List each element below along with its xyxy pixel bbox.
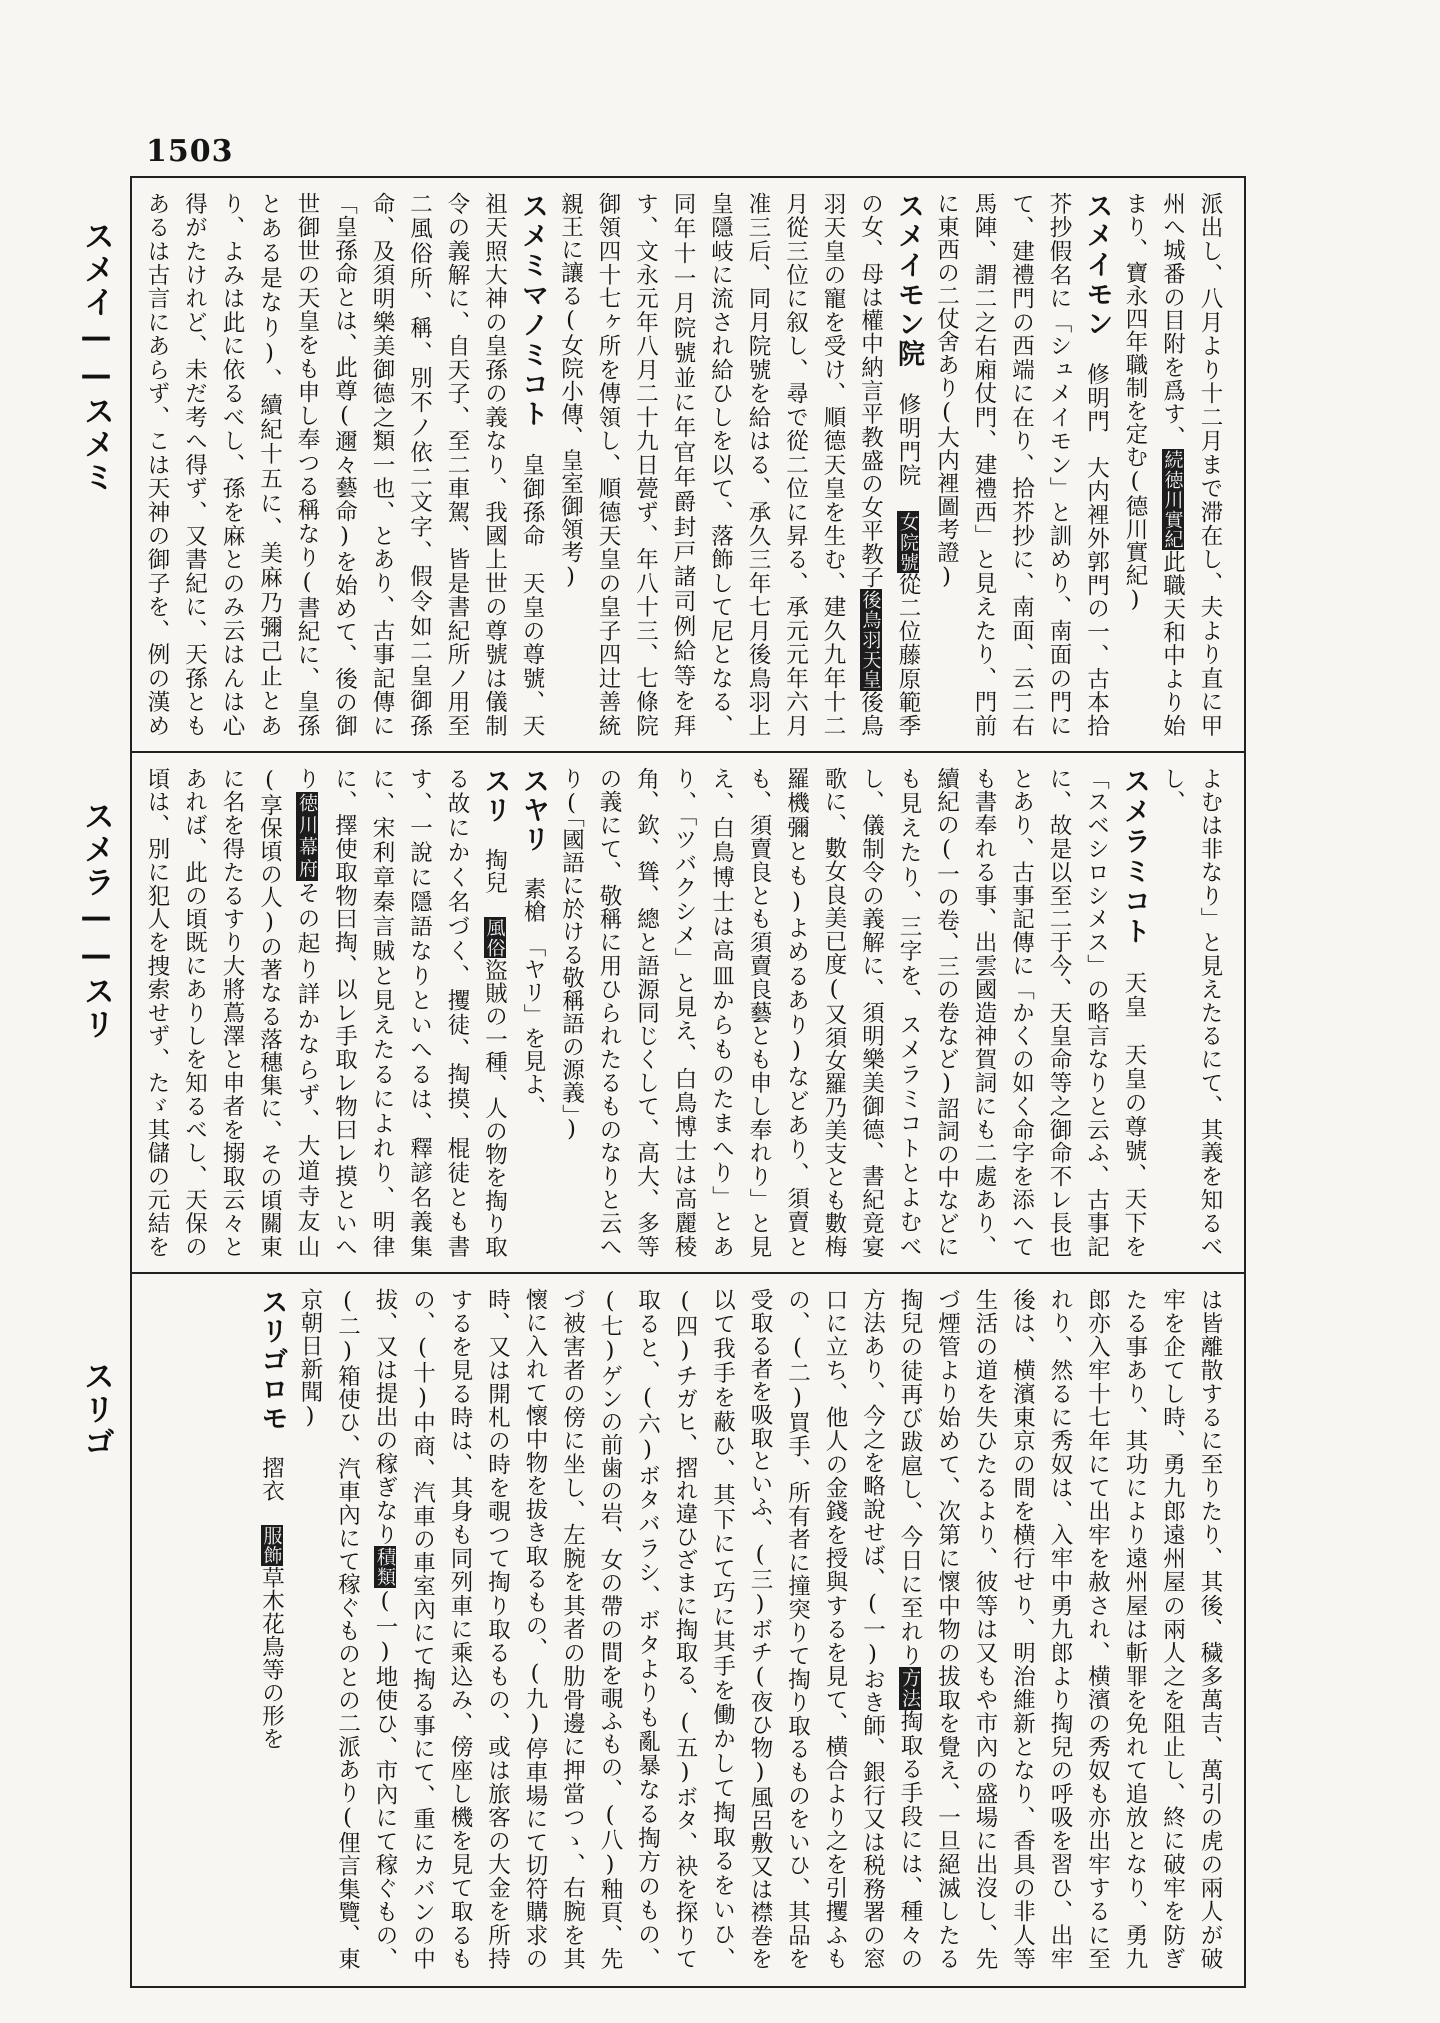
divider-1 [132, 751, 1244, 753]
entry-kanji-sumeramikoto: 天皇 [1121, 971, 1147, 1019]
category-mark-gotoba: 後鳥羽天皇 [859, 590, 882, 690]
entry-body-suri: 盜賊の一種、人の物を掏り取る故にかく名づく、攫徒、掏摸、棍徒とも書す、一說に隱語なりといへるは、釋諺名義集に、宋利章秦言賊と見えたるによれり、明律に、擇使取物曰掏、以レ手取レ物曰レ摸といへり [294, 767, 508, 1259]
entry-body-suri-tail: その起り詳かならず、大道寺友山(享保頃の人)の著なる落穗集に、その頃關東に名を得たるすり大將蔦澤と申者を搦取云々とあれば、此の頃既にありしを知るべし、天保の頃は、別に犯人を捜索せず、たゞ其儲の元結を [144, 767, 320, 1259]
category-mark-nyoin: 女院號 [897, 511, 919, 572]
band-middle-lead: よむは非なり」と見えたるにて、其義を知るべし、 [1159, 767, 1223, 1258]
side-index-3: スリゴ [78, 1360, 114, 1459]
band-bottom-lead-tail2: (一)地使ひ、市內にて稼ぐもの、(二)箱使ひ、汽車內にて稼ぐものとの二派あり(俚言集覽、東京朝日新聞) [297, 1288, 398, 1971]
entry-body-sumemimanomikoto: 天皇の尊號、天祖天照大神の皇孫の義なり、我國上世の尊號は儀制令の義解に、自天子、至二車駕、皆是書紀所ノ用至二風俗所、稱、別不ノ依二文字、假令如二皇御孫命、及須明樂美御德之類一也、とあり、古事記傳に「皇孫命とは、此尊(邇々藝命)を始めて、後の御世御世の天皇をも申し奉つる稱なり(書紀に、皇孫とある是なり)、續紀十五に、美麻乃彌己止とあり、よみは此に依るべし、孫を麻とのみ云はんは心得がたけれど、未だ考へ得ず、又書紀に、天孫ともあるは古言にあらず、こは天神の御子を、例の漢め [144, 192, 545, 738]
category-mark-shurui: 積類 [374, 1547, 396, 1588]
entry-heading-surigoromo: スリゴロモ [256, 1288, 288, 1433]
entry-body-sumeimonin-tail: 後鳥羽天皇の寵を受け、順德天皇を生む、建久九年十二月從三位に叙し、尋で從二位に昇る、承元元年六月准三后、同月院號を給はる、承久三年七月後鳥羽上皇隱岐に流され給ひしを以て、落飾して尼となる、同年十一月院號並に年官年爵封戸諸司例給等を拜す、文永元年八月二十九日甍ず、年八十三、七條院御領四十七ヶ所を傳領し、順德天皇の皇子四辻善統親王に讓る(女院小傳、皇室御領考) [557, 192, 884, 738]
entry-heading-sumeimonin: スメイモン院 [893, 192, 924, 370]
entry-heading-sumeimon: スメイモン [1081, 192, 1113, 340]
entry-heading-suri: スリ [479, 767, 511, 826]
band-bottom-lead-tail: 掏取る手段には、種々の方法あり、今之を略說せば、(一)おき師、銀行又は税務署の窓口に立ち、他人の金錢を授與するを見て、横合より之を引攫ふもの、(二)買手、所有者に撞突りて掏り取るものをいひ、其品を受取る者を吸取といふ、(三)ボチ(夜ひ物)風呂敷又は襟巻を以て我手を蔽ひ、其下にて巧に其手を働かして掏取るをいひ、(四)チガヒ、摺れ違ひざまに掏取る、(五)ボタ、袂を探りて取ると、(六)ボタバラシ、ボタよりも亂暴なる掏方のもの、(七)ゲンの前歯の岩、女の帶の間を覗ふもの、(八)釉頁、先づ被害者の傍に坐し、左腕を其者の肋骨邊に押當つゝ、右腕を其懷に入れて懷中物を拔き取るもの、(九)停車場にて切符購求の時、又は開札の時を覗つて掏り取るもの、或は旅客の大金を所持するを見る時は、其身も同列車に乘込み、傍座し機を見て取るもの、(十)中商、汽車の車室內にて掏る事にて、重にカバンの中拔、又は提出の稼ぎなり [372, 1288, 923, 1971]
entry-body-sumeimonin: 從二位藤原範季の女、母は權中納言平教盛の女平教子 [857, 192, 921, 738]
band-middle [134, 757, 1242, 1268]
category-mark-hoho: 方法 [899, 1668, 921, 1709]
entry-kanji-surigoromo: 摺衣 [258, 1456, 285, 1502]
entry-heading-sumemimanomikoto: スメミマノミコト [517, 192, 548, 430]
band-bottom-text [134, 1278, 1242, 1980]
entry-body-sumeimon: 大内裡外郭門の一、古本拾芥抄假名に「シュメイモン」と訓めり、南面の門にて、建禮門の西端に在り、拾芥抄に、南面、云二右馬陣、謂二之右廂仗門、建禮西」と見えたり、門前に東西の二仗舍あり(大内裡圖考證) [933, 192, 1110, 738]
lead-mark: 続徳川實紀 [1161, 450, 1184, 550]
band-bottom-lead: は皆離散するに至りたり、其後、穢多萬吉、萬引の虎の兩人が破牢を企てし時、勇九郎遠州屋の兩人之を阻止し、終に破牢を防ぎたる事あり、其功により遠州屋は斬罪を免れて追放となり、勇九郎亦入牢十七年にて出牢を赦され、横濱の秀奴も亦出牢するに至れり、然るに秀奴は、入牢中勇九郎より掏兒の呼吸を習ひ、出牢後は、横濱東京の間を横行せり、明治維新となり、香具の非人等生活の道を失ひたるより、彼等は又もや市內の盛場に出沒し、先づ煙管より始めて、次第に懷中物の拔取を覺え、一旦絕滅したる掏兒の徒再び跋扈し、今日に至れり [897, 1288, 1223, 1970]
entry-heading-sumeramikoto: スメラミコト [1119, 767, 1150, 947]
band-middle-text [134, 757, 1242, 1268]
side-index-2: スメラ——スリ [78, 800, 114, 1041]
band-top [134, 182, 1242, 747]
divider-2 [132, 1272, 1244, 1274]
band-bottom [134, 1278, 1242, 1980]
entry-body-sumeramikoto: 天皇の尊號、天下を「スベシロシメス」の略言なりと云ふ、古事記に、故是以至二于今、天皇命等之御命不レ長也とあり、古事記傳に「かくの如く命字を添へても書奉れる事、出雲國造神賀詞にも二處あり、續紀の(一の卷、三の卷など)詔詞の中などにも見えたり、三字を、スメラミコトとよむべし、儀制令の義解に、須明樂美御德、書紀竟宴歌に、數女良美已度(又須女羅乃美支とも數梅羅機彌とも)よめるあり)などあり、須賣とも、須賣良とも須賣良藝とも申し奉れり」と見え、白鳥博士は高皿からものたまへり」とあり、「ツバクシメ」と見え、白鳥博士は高麗稜角、欽、聳、總と語源同じくして、高大、多等の義にて、敬稱に用ひられたるものなりと云へり(「國語に於ける敬稱語の源義」) [558, 767, 1147, 1258]
category-mark-fukushoku: 服飾 [260, 1526, 283, 1565]
category-mark-fuzoku: 風俗 [483, 918, 506, 958]
entry-body-suyari: 「ヤリ」を見よ、 [520, 946, 546, 1119]
entry-kanji-suyari: 素槍 [520, 877, 546, 923]
entry-body-surigoromo: 草木花鳥等の形を [258, 1566, 285, 1750]
band-top-lead: 派出し、八月より十二月まで滞在し、夫より直に甲州へ城番の目附を爲す、 [1159, 192, 1223, 737]
entry-kanji-suri: 掏兒 [481, 848, 508, 895]
band-top-text [134, 182, 1242, 747]
entry-heading-suyari: スヤリ [518, 767, 549, 854]
entry-kanji-sumemimanomikoto: 皇御孫命 [519, 453, 545, 549]
entry-kanji-sumeimonin: 修明門院 [895, 392, 921, 488]
side-index-1: スメイ——スメミ [78, 220, 114, 494]
page-number: 1503 [146, 134, 234, 169]
entry-kanji-sumeimon: 修明門 [1083, 362, 1110, 433]
page-frame [130, 176, 1246, 1988]
band-top-lead-tail: 此職天和中より始まり、寶永四年職制を定む(德川實紀) [1122, 192, 1186, 738]
category-mark-bakufu: 徳川幕府 [296, 793, 318, 881]
